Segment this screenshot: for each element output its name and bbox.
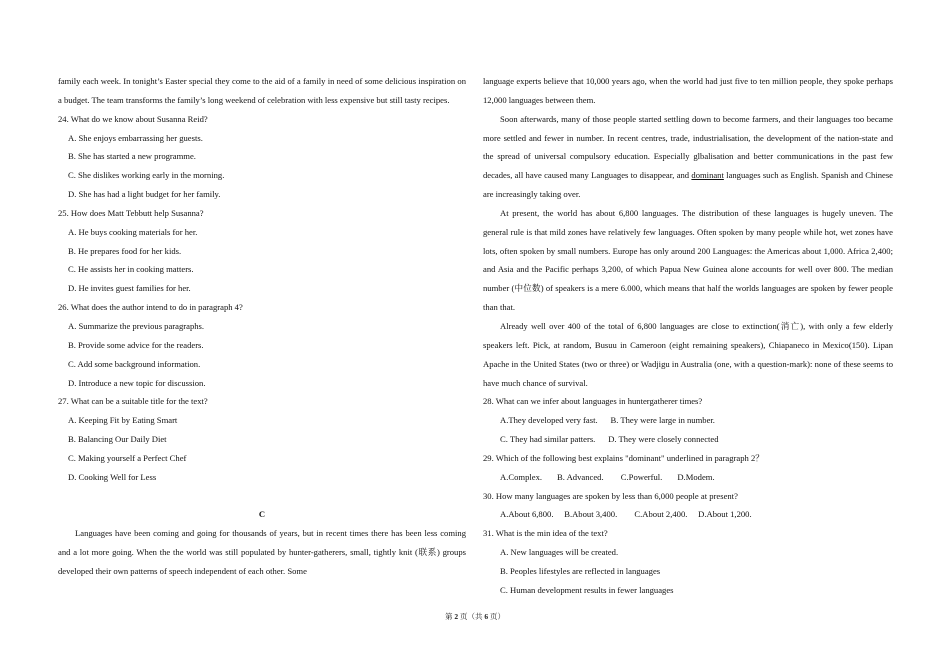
section-c-heading: C — [258, 509, 266, 520]
question-24: 24. What do we know about Susanna Reid? — [58, 113, 208, 124]
dominant-underlined-word: dominant — [691, 170, 724, 181]
q25-option-a: A. He buys cooking materials for her. — [68, 226, 198, 237]
footer-suffix: 页） — [490, 612, 505, 621]
footer-page-number: 2 — [454, 612, 459, 621]
question-29: 29. Which of the following best explains "dominant" underlined in paragraph 2？ — [483, 452, 764, 463]
q27-option-b: B. Balancing Our Daily Diet — [68, 434, 167, 445]
p2-text-before: Soon afterwards, many of those people started settling down to become farmers, and their languages too became more settled and fewer in number. In recent centres, trade, industrialisation, the development of the nation-state and the spread of universal compulsory education. Especially glbalisation and better communications in the past few decades, all have caused many Languages to disappear, and — [483, 113, 893, 181]
question-31: 31. What is the min idea of the text? — [483, 528, 608, 539]
passage-b-end: family each week. In tonight’s Easter special they come to the aid of a family in need of some delicious inspiration on a budget. The team transforms the family’s long weekend of celebration with less expensive but still tasty recipes. — [58, 76, 466, 105]
q26-option-d: D. Introduce a new topic for discussion. — [68, 377, 206, 388]
passage-c-paragraph-1: language experts believe that 10,000 years ago, when the world had just five to ten million people, they spoke perhaps 12,000 languages between them. — [483, 76, 893, 105]
q24-option-c: C. She dislikes working early in the morning. — [68, 170, 225, 181]
question-28: 28. What can we infer about languages in huntergatherer times? — [483, 396, 703, 407]
q30-options-row: A.About 6,800. B.About 3,400. C.About 2,400. D.About 1,200. — [500, 509, 752, 520]
left-column — [58, 72, 466, 581]
footer-total-pages: 6 — [484, 612, 489, 621]
q29-options-row: A.Complex. B. Advanced. C.Powerful. D.Modem. — [500, 471, 715, 482]
question-25: 25. How does Matt Tebbutt help Susanna? — [58, 207, 204, 218]
section-gap — [58, 487, 466, 506]
passage-c-paragraph-2 — [483, 110, 893, 204]
passage-c-paragraph-4: Already well over 400 of the total of 6,800 languages are close to extinction(消亡), with only a few elderly speakers left. Pick, at random, Busuu in Cameroon (eight remaining speakers), Chiapaneco in Mexico(150). Lipan Apache in the United States (two or three) or Wadjigu in Australia (one, with a question-mark): none of these seems to have much chance of survival. — [483, 320, 893, 388]
footer-prefix: 第 — [445, 612, 453, 621]
q31-option-b: B. Peoples lifestyles are reflected in languages — [500, 565, 661, 576]
q25-option-c: C. He assists her in cooking matters. — [68, 264, 194, 275]
passage-c-paragraph-3: At present, the world has about 6,800 languages. The distribution of these languages is hugely uneven. The general rule is that mild zones have relatively few languages. Often spoken by many people while hot, wet zones have lots, often spoken by small numbers. Europe has only around 200 Languages: the Americas about 1,000. Africa 2,400; and Asia and the Pacific perhaps 3,200, of which Papua New Guinea alone accounts for well over 800. The median number (中位数) of speakers is a mere 6.000, which means that half the worlds languages are spoken by fewer people than that. — [483, 207, 893, 313]
q28-options-row-1: A.They developed very fast. B. They were large in number. — [500, 415, 715, 426]
passage-c-start: Languages have been coming and going for thousands of years, but in recent times there has been less coming and a lot more going. When the the world was still populated by hunter-gatherers, small, tightly knit (联系) groups developed their own patterns of speech independent of each other. Some — [58, 528, 466, 576]
page-footer — [0, 611, 950, 622]
q27-option-c: C. Making yourself a Perfect Chef — [68, 452, 187, 463]
q26-option-c: C. Add some background information. — [68, 358, 201, 369]
q24-option-d: D. She has had a light budget for her family. — [68, 189, 221, 200]
q24-option-a: A. She enjoys embarrassing her guests. — [68, 132, 203, 143]
q25-option-b: B. He prepares food for her kids. — [68, 245, 182, 256]
q26-option-a: A. Summarize the previous paragraphs. — [68, 320, 205, 331]
p2-text-after: languages such as English. Spanish and Chinese are increasingly taking over. — [483, 170, 893, 200]
q31-option-a: A. New languages will be created. — [500, 547, 619, 558]
footer-middle: 页（共 — [460, 612, 483, 621]
q24-option-b: B. She has started a new programme. — [68, 151, 196, 162]
q25-option-d: D. He invites guest families for her. — [68, 283, 191, 294]
right-column — [483, 72, 893, 600]
question-27: 27. What can be a suitable title for the text? — [58, 396, 208, 407]
question-30: 30. How many languages are spoken by less than 6,000 people at present? — [483, 490, 738, 501]
question-26: 26. What does the author intend to do in paragraph 4? — [58, 302, 243, 313]
q26-option-b: B. Provide some advice for the readers. — [68, 339, 204, 350]
q31-option-c: C. Human development results in fewer languages — [500, 584, 674, 595]
q28-options-row-2: C. They had similar patters. D. They were closely connected — [500, 434, 719, 445]
q27-option-a: A. Keeping Fit by Eating Smart — [68, 415, 178, 426]
q27-option-d: D. Cooking Well for Less — [68, 471, 157, 482]
